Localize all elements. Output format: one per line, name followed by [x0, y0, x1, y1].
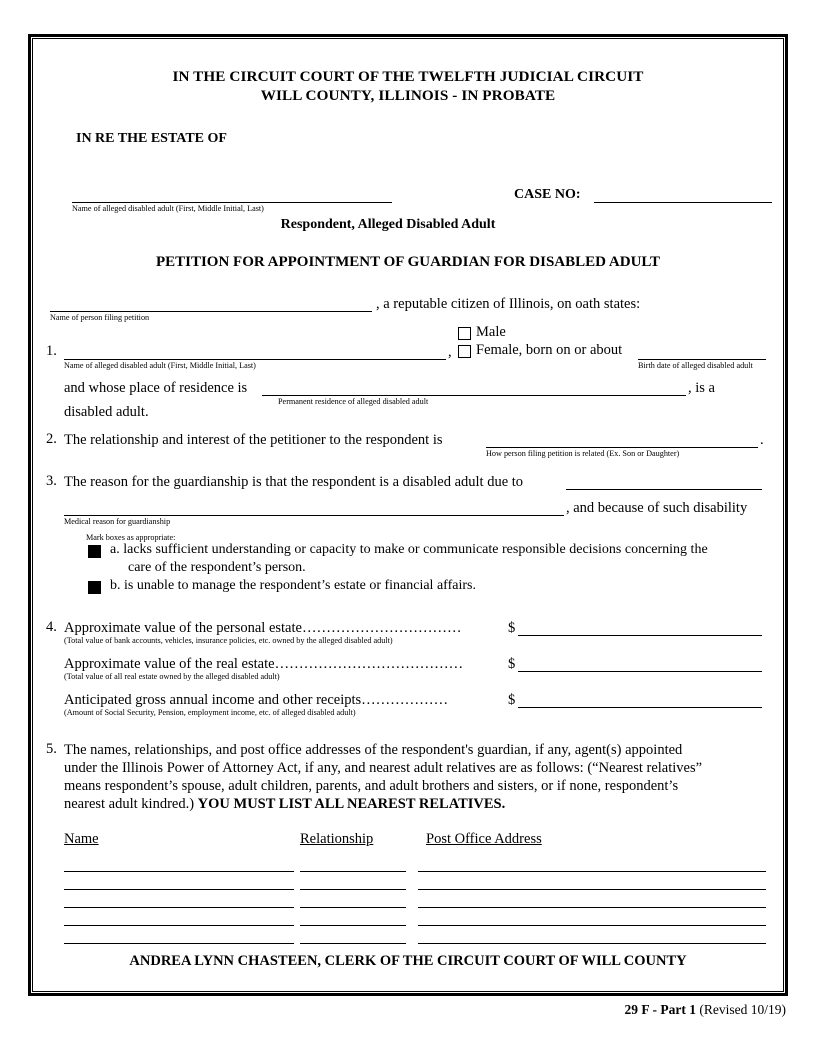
item-5-number: 5. [46, 741, 57, 757]
item-1-number: 1. [46, 343, 57, 359]
item-1-comma: , [448, 344, 452, 360]
form-revision: (Revised 10/19) [699, 1002, 786, 1017]
table-row-3-name[interactable] [64, 893, 294, 908]
real-estate-input[interactable] [518, 657, 762, 672]
table-row-5-name[interactable] [64, 929, 294, 944]
item-3 [46, 473, 770, 593]
table-header-address: Post Office Address [426, 831, 542, 847]
estate-name-input[interactable] [72, 189, 392, 203]
item-3-note: Medical reason for guardianship [64, 517, 171, 526]
item-4-line2-note: (Total value of all real estate owned by the alleged disabled adult) [64, 672, 280, 681]
petitioner-intro-text: , a reputable citizen of Illinois, on oath states: [376, 296, 641, 312]
item-5-line4-plain: nearest adult kindred.) [64, 796, 198, 812]
respondent-caption: Respondent, Alleged Disabled Adult [280, 217, 496, 232]
form-code-number: 29 F - Part 1 [624, 1002, 696, 1017]
case-no-label: CASE NO: [514, 187, 581, 202]
item-4-line1-note: (Total value of bank accounts, vehicles, insurance policies, etc. owned by the alleged disabled adult) [64, 636, 393, 645]
option-a-label: a. lacks sufficient understanding or capacity to make or communicate responsible decisions concerning the [110, 542, 708, 557]
table-row-2-relationship[interactable] [300, 875, 406, 890]
birth-date-note: Birth date of alleged disabled adult [638, 361, 753, 370]
table-row-3-address[interactable] [418, 893, 766, 908]
item-3-tail: , and because of such disability [566, 500, 748, 516]
item-5-line2: under the Illinois Power of Attorney Act, if any, and nearest adult relatives are as follows: (“Nearest relatives” [64, 760, 703, 776]
item-5-line3: means respondent’s spouse, adult children, parents, and adult brothers and sisters, or if none, respondent’s [64, 778, 679, 794]
item-1-name-note: Name of alleged disabled adult (First, Middle Initial, Last) [64, 361, 256, 370]
petitioner-intro [46, 295, 770, 323]
table-row-4-relationship[interactable] [300, 911, 406, 926]
clerk-footer: ANDREA LYNN CHASTEEN, CLERK OF THE CIRCUIT COURT OF WILL COUNTY [129, 953, 687, 969]
item-2-note: How person filing petition is related (Ex. Son or Daughter) [486, 449, 680, 458]
in-re-label: IN RE THE ESTATE OF [76, 131, 227, 146]
item-2-period: . [760, 432, 764, 448]
annual-income-input[interactable] [518, 693, 762, 708]
option-b-checkbox[interactable] [88, 581, 101, 594]
table-row-5-address[interactable] [418, 929, 766, 944]
residence-tail: , is a [688, 380, 715, 396]
option-a-label-cont: care of the respondent’s person. [128, 560, 306, 575]
table-row-1-address[interactable] [418, 857, 766, 872]
table-row-2-name[interactable] [64, 875, 294, 890]
item-1-residence [46, 379, 770, 423]
table-header-relationship: Relationship [300, 831, 374, 847]
form-code [625, 1002, 786, 1018]
item-4-line3-dots: ……………… [361, 692, 449, 708]
item-4-line3-note: (Amount of Social Security, Pension, employment income, etc. of alleged disabled adult) [64, 708, 356, 717]
disabled-adult-text: disabled adult. [64, 404, 149, 420]
item-5-line4 [64, 795, 770, 813]
item-4 [46, 619, 770, 725]
item-4-line1-text: Approximate value of the personal estate [64, 620, 302, 636]
female-label: Female, born on or about [476, 342, 623, 358]
petitioner-name-note: Name of person filing petition [50, 313, 150, 322]
table-row-4-address[interactable] [418, 911, 766, 926]
item-3-input-1[interactable] [566, 475, 762, 490]
residence-text: and whose place of residence is [64, 380, 248, 396]
table-header-name: Name [64, 831, 99, 847]
mark-boxes-note: Mark boxes as appropriate: [86, 533, 176, 542]
document-content [46, 52, 770, 980]
item-4-line2-text: Approximate value of the real estate [64, 656, 275, 672]
birth-date-input[interactable] [638, 345, 766, 360]
item-4-line2-dots: ………………………………… [274, 656, 464, 672]
table-row-4-name[interactable] [64, 911, 294, 926]
item-4-line1-dots: …………………………… [301, 620, 462, 636]
court-heading-line2: WILL COUNTY, ILLINOIS - IN PROBATE [260, 87, 556, 104]
court-heading-line1: IN THE CIRCUIT COURT OF THE TWELFTH JUDICIAL CIRCUIT [172, 68, 644, 85]
table-row-1-relationship[interactable] [300, 857, 406, 872]
residence-input[interactable] [262, 381, 686, 396]
female-checkbox[interactable] [458, 345, 471, 358]
item-3-number: 3. [46, 473, 57, 489]
residence-note: Permanent residence of alleged disabled adult [278, 397, 429, 406]
personal-estate-input[interactable] [518, 621, 762, 636]
item-4-line3-text: Anticipated gross annual income and other receipts [64, 692, 362, 708]
option-a-checkbox[interactable] [88, 545, 101, 558]
item-3-text: The reason for the guardianship is that the respondent is a disabled adult due to [64, 474, 524, 490]
male-label: Male [476, 324, 506, 340]
item-2-input[interactable] [486, 433, 758, 448]
item-2-number: 2. [46, 431, 57, 447]
option-b-label: b. is unable to manage the respondent’s estate or financial affairs. [110, 578, 476, 593]
item-2-text: The relationship and interest of the petitioner to the respondent is [64, 432, 443, 448]
petition-title: PETITION FOR APPOINTMENT OF GUARDIAN FOR DISABLED ADULT [155, 254, 661, 270]
item-5-text [64, 741, 770, 813]
item-3-input-2[interactable] [64, 501, 564, 516]
table-row-3-relationship[interactable] [300, 893, 406, 908]
item-1-name-input[interactable] [64, 345, 446, 360]
table-row-2-address[interactable] [418, 875, 766, 890]
item-4-line2-dollar: $ [508, 656, 516, 672]
caption-row [46, 187, 770, 213]
table-row-1-name[interactable] [64, 857, 294, 872]
item-4-line3-dollar: $ [508, 692, 516, 708]
item-5 [46, 741, 770, 941]
item-1 [46, 325, 770, 373]
case-no-input[interactable] [594, 201, 772, 203]
estate-name-note: Name of alleged disabled adult (First, Middle Initial, Last) [72, 204, 264, 213]
item-5-line1: The names, relationships, and post office addresses of the respondent's guardian, if any, agent(s) appointed [64, 742, 683, 758]
petitioner-name-input[interactable] [50, 297, 372, 312]
item-4-number: 4. [46, 619, 57, 635]
item-5-line4-bold: YOU MUST LIST ALL NEAREST RELATIVES. [197, 796, 506, 812]
male-checkbox[interactable] [458, 327, 471, 340]
table-row-5-relationship[interactable] [300, 929, 406, 944]
item-4-line1-dollar: $ [508, 620, 516, 636]
item-2 [46, 431, 770, 465]
